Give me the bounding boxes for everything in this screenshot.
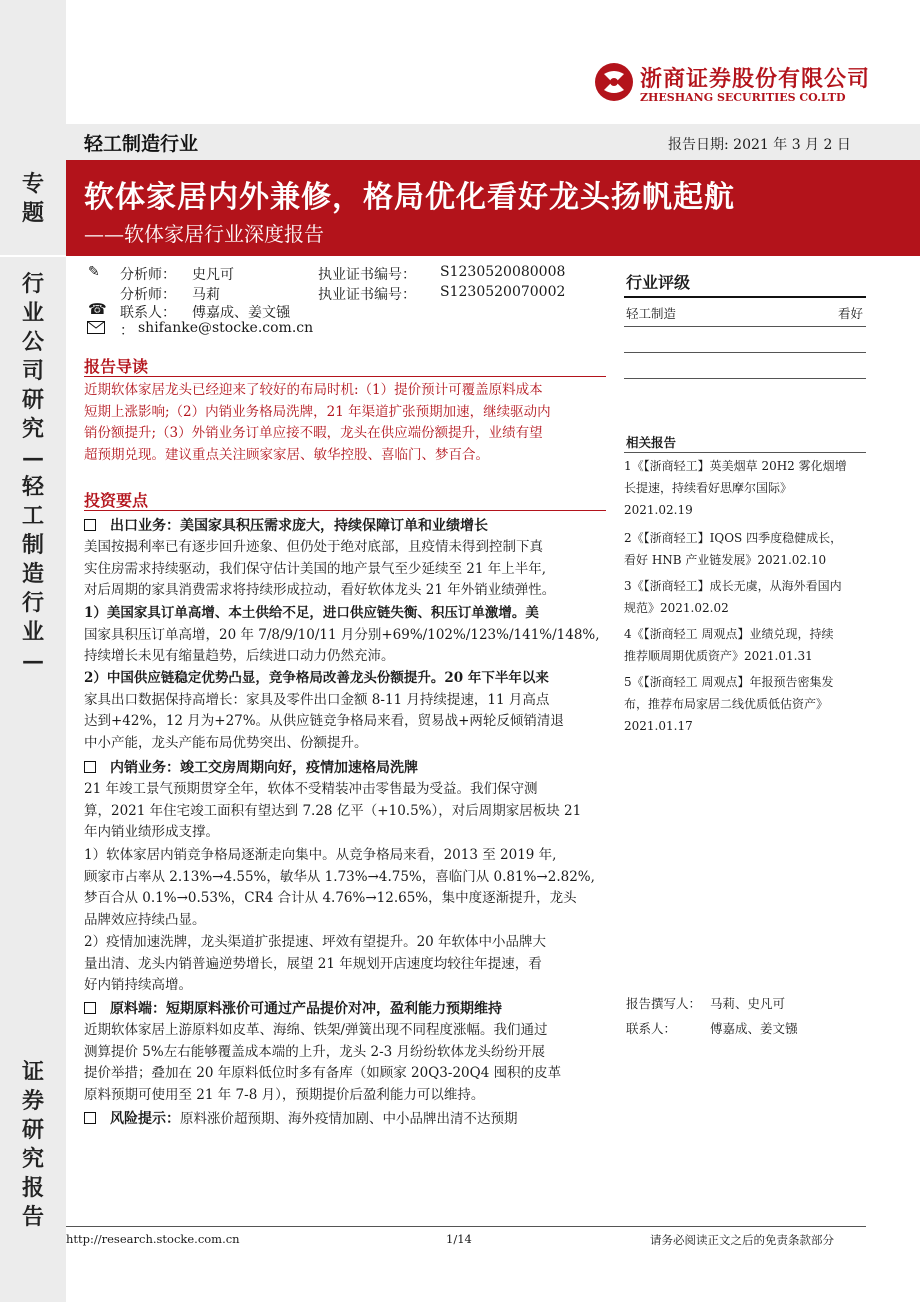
export-bullet: [84, 515, 488, 535]
text-line: 中小产能，龙头产能布局优势突出、份额提升。: [84, 734, 368, 751]
text-line: 量出清、龙头内销普遍逆势增长，展望 21 年规划开店速度均较往年提速，看: [84, 955, 542, 972]
text-line: 2021.02.19: [624, 503, 693, 517]
text-line: 2）疫情加速洗牌，龙头渠道扩张提速、坪效有望提升。20 年软体中小品牌大: [84, 934, 547, 950]
analyst-name-1: 史凡可: [192, 267, 234, 283]
cert-label-2: 执业证书编号：: [318, 287, 416, 303]
report-date: 报告日期: 2021 年 3 月 2 日: [668, 137, 851, 153]
cert-number-2: S1230520070002: [440, 284, 566, 300]
text-line: 对后周期的家具消费需求将持续形成拉动，看好软体龙头 21 年外销业绩弹性。: [84, 582, 556, 598]
risk-bullet: [84, 1107, 518, 1128]
vertical-char: —: [22, 648, 44, 674]
vertical-char: 券: [21, 1088, 44, 1114]
text-line: 年内销业绩形成支撑。: [84, 824, 219, 840]
vertical-char: 公: [21, 329, 44, 355]
material-bullet: [84, 998, 502, 1018]
page-number: 1/14: [446, 1232, 472, 1246]
text-line: 家具出口数据保持高增长：家具及零件出口金额 8-11 月持续提速，11 月高点: [84, 691, 550, 708]
footer-url-link[interactable]: http://research.stocke.com.cn: [66, 1232, 240, 1246]
text-line: 品牌效应持续凸显。: [84, 911, 206, 928]
invest-divider: [84, 510, 606, 511]
vertical-char: 研: [21, 387, 44, 413]
text-line: 算，2021 年住宅竣工面积有望达到 7.28 亿平（+10.5%），对后周期家居板块 21: [84, 802, 582, 819]
vertical-char: 究: [21, 416, 44, 442]
export-heading: 出口业务：美国家具积压需求庞大，持续保障订单和业绩增长: [110, 518, 488, 534]
risk-heading: 风险提示：: [110, 1111, 180, 1127]
text-line: 近期软体家居上游原料如皮革、海绵、铁架/弹簧出现不同程度涨幅。我们通过: [84, 1022, 548, 1038]
text-line: 规范》2021.02.02: [624, 601, 729, 615]
material-paragraph: [84, 1020, 561, 1106]
phone-icon: ☎: [88, 300, 107, 318]
vertical-char: 研: [21, 1117, 44, 1143]
guide-paragraph: [84, 380, 551, 466]
text-line: 好内销持续高增。: [84, 977, 192, 993]
export-paragraph: [84, 537, 555, 602]
guide-line: 短期上涨影响;（2）内销业务格局洗牌，21 年渠道扩张预期加速，继续驱动内: [84, 403, 551, 420]
vertical-char: 行: [21, 590, 44, 616]
vertical-label-report-type: [0, 1058, 66, 1232]
text-line: 1《【浙商轻工】英美烟草 20H2 雾化烟增: [624, 459, 847, 473]
guide-heading: 报告导读: [84, 357, 149, 376]
vertical-char: 究: [21, 1146, 44, 1172]
text-line: 1）美国家具订单高增、本土供给不足，进口供应链失衡、积压订单激增。美: [84, 605, 539, 621]
text-line: 国家具积压订单高增，20 年 7/8/9/10/11 月分别+69%/102%/123%/141%/148%,: [84, 626, 600, 643]
vertical-char: 制: [21, 532, 44, 558]
company-name-en: ZHESHANG SECURITIES CO.LTD: [640, 91, 846, 104]
analyst-role-1: 分析师：: [120, 267, 176, 283]
guide-line: 销份额提升;（3）外销业务订单应接不暇，龙头在供应端份额提升，业绩有望: [84, 425, 543, 441]
text-line: 21 年竣工景气预期贯穿全年，软体不受精装冲击零售最为受益。我们保守测: [84, 781, 538, 797]
domestic-bullet: [84, 757, 418, 777]
text-line: 美国按揭利率已有逐步回升迹象、但仍处于绝对底部，且疫情未得到控制下真: [84, 539, 543, 555]
text-line: 1）软体家居内销竞争格局逐渐走向集中。从竞争格局来看，2013 至 2019 年,: [84, 847, 557, 863]
vertical-char: 行: [21, 271, 44, 297]
text-line: 测算提价 5%左右能够覆盖成本端的上升，龙头 2-3 月纷纷软体龙头纷纷开展: [84, 1043, 546, 1060]
text-line: 达到+42%，12 月为+27%。从供应链竞争格局来看，贸易战+两轮反倾销清退: [84, 713, 564, 729]
vertical-char: 轻: [21, 474, 44, 500]
text-line: 2021.01.17: [624, 719, 693, 733]
text-line: 2）中国供应链稳定优势凸显，竞争格局改善龙头份额提升。20 年下半年以来: [84, 670, 549, 686]
cert-label-1: 执业证书编号：: [318, 267, 416, 283]
related-report-item[interactable]: [624, 623, 872, 667]
export-point-2: [84, 668, 564, 754]
writer-contact-names: 傅嘉成、姜文镪: [710, 1021, 798, 1036]
text-line: 梦百合从 0.1%→0.53%，CR4 合计从 4.76%→12.65%，集中度逐渐提升，龙头: [84, 890, 577, 906]
rating-value: 看好: [838, 306, 864, 321]
related-reports-title: 相关报告: [626, 435, 677, 450]
text-line: 4《【浙商轻工 周观点】业绩兑现，持续: [624, 627, 834, 641]
domestic-paragraph: [84, 779, 581, 844]
vertical-char: 工: [21, 503, 44, 529]
related-divider: [624, 452, 866, 453]
text-line: 持续增长未见有缩量趋势，后续进口动力仍然充沛。: [84, 648, 395, 664]
vertical-char: 业: [21, 300, 44, 326]
domestic-point-1: [84, 845, 595, 931]
vertical-char: 题: [21, 200, 44, 226]
contact-names: 傅嘉成、姜文镪: [192, 305, 290, 321]
vertical-char: —: [22, 445, 44, 471]
rating-row-line: [624, 378, 866, 379]
checkbox-icon: [84, 519, 96, 531]
contact-role: 联系人：: [120, 305, 176, 321]
text-line: 3《【浙商轻工】成长无虞，从海外看国内: [624, 579, 842, 593]
vertical-char: 证: [21, 1059, 44, 1085]
checkbox-icon: [84, 761, 96, 773]
guide-line: 近期软体家居龙头已经迎来了较好的布局时机:（1）提价预计可覆盖原料成本: [84, 382, 543, 398]
left-sidebar-band: [0, 0, 66, 1302]
vertical-char: 造: [21, 561, 44, 587]
domestic-point-2: [84, 932, 546, 997]
analyst-role-2: 分析师：: [120, 287, 176, 303]
related-report-item[interactable]: [624, 455, 872, 521]
cert-number-1: S1230520080008: [440, 264, 566, 280]
text-line: 实住房需求持续驱动，我们保守估计美国的地产景气至少延续至 21 年上半年,: [84, 560, 547, 577]
band-divider: [0, 255, 66, 257]
material-heading: 原料端：短期原料涨价可通过产品提价对冲，盈利能力预期维持: [110, 1001, 502, 1017]
report-title: 软体家居内外兼修，格局优化看好龙头扬帆起航: [84, 180, 735, 215]
text-line: 原料预期可使用至 21 年 7-8 月），预期提价后盈利能力可以维持。: [84, 1086, 485, 1103]
related-report-item[interactable]: [624, 671, 872, 737]
footer-disclaimer: 请务必阅读正文之后的免责条款部分: [650, 1233, 834, 1247]
analyst-name-2: 马莉: [192, 287, 220, 303]
rating-title: 行业评级: [626, 273, 691, 292]
export-point-1: [84, 603, 600, 668]
checkbox-icon: [84, 1112, 96, 1124]
email-prefix: ：: [120, 323, 134, 339]
domestic-heading: 内销业务：竣工交房周期向好，疫情加速格局洗牌: [110, 760, 418, 776]
vertical-label-category: [0, 270, 66, 676]
text-line: 布，推荐布局家居二线优质低估资产》: [624, 697, 829, 711]
rating-divider: [624, 296, 866, 298]
text-line: 顾家市占率从 2.13%→4.55%，敏华从 1.73%→4.75%，喜临门从 0.81%→2.82%,: [84, 868, 595, 885]
text-line: 长提速，持续看好思摩尔国际》: [624, 481, 793, 495]
mail-icon: [87, 321, 105, 334]
rating-row-line: [624, 326, 866, 327]
vertical-char: 报: [21, 1175, 44, 1201]
related-report-item[interactable]: [624, 527, 872, 571]
zheshang-logo-icon: [594, 62, 634, 102]
email-link[interactable]: shifanke@stocke.com.cn: [138, 320, 314, 336]
industry-name: 轻工制造行业: [84, 133, 199, 155]
footer-divider: [66, 1226, 866, 1227]
checkbox-icon: [84, 1002, 96, 1014]
text-line: 2《【浙商轻工】IQOS 四季度稳健成长，: [624, 531, 843, 545]
pen-icon: ✎: [88, 264, 100, 280]
text-line: 推荐顺周期优质资产》2021.01.31: [624, 649, 813, 663]
invest-heading: 投资要点: [84, 491, 149, 510]
related-report-item[interactable]: [624, 575, 872, 619]
rating-row-line: [624, 352, 866, 353]
vertical-char: 业: [21, 619, 44, 645]
vertical-char: 专: [21, 171, 44, 197]
text-line: 看好 HNB 产业链发展》2021.02.10: [624, 553, 827, 567]
text-line: 5《【浙商轻工 周观点】年报预告密集发: [624, 675, 834, 689]
vertical-label-topic: [0, 170, 66, 228]
guide-divider: [84, 376, 606, 377]
vertical-char: 司: [21, 358, 44, 384]
vertical-char: 告: [21, 1204, 44, 1230]
text-line: 提价举措；叠加在 20 年原料低位时多有备库（如顾家 20Q3-20Q4 囤积的皮革: [84, 1065, 562, 1081]
guide-line: 超预期兑现。建议重点关注顾家家居、敏华控股、喜临门、梦百合。: [84, 446, 489, 463]
writer-contact-label: 联系人：: [626, 1021, 677, 1036]
rating-industry: 轻工制造: [626, 306, 677, 321]
risk-text: 原料涨价超预期、海外疫情加剧、中小品牌出清不达预期: [180, 1111, 518, 1127]
writer-names: 马莉、史凡可: [710, 996, 786, 1011]
report-subtitle: ——软体家居行业深度报告: [84, 222, 324, 246]
writer-label: 报告撰写人：: [626, 996, 702, 1011]
company-name-cn: 浙商证券股份有限公司: [640, 66, 871, 92]
